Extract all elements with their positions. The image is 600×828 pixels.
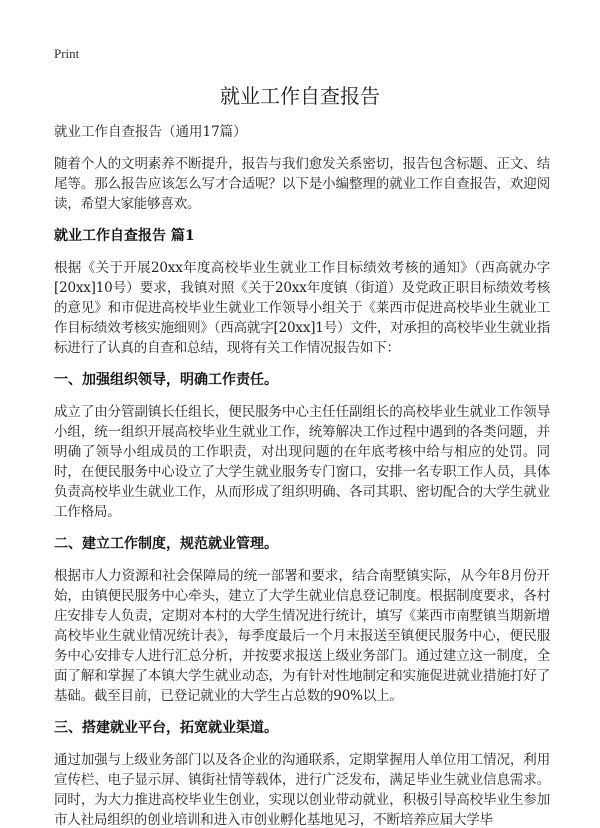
paragraph-3: 通过加强与上级业务部门以及各企业的沟通联系，定期掌握用人单位用工情况，利用宣传栏、电子显示屏、镇街社情等载体，进行广泛发布，满足毕业生就业信息需求。同时，为大力推进高校毕业生创业，实现以创业带动就业，积极引导高校毕业生参加市人社局组织的创业培训和进入市创业孵化基地见习，不断培养应届大学毕 — [54, 752, 550, 828]
document-subtitle: 就业工作自查报告（通用17篇） — [54, 124, 247, 140]
heading-3: 三、搭建就业平台，拓宽就业渠道。 — [54, 720, 278, 736]
paragraph-1: 成立了由分管副镇长任组长，便民服务中心主任任副组长的高校毕业生就业工作领导小组，统一组织开展高校毕业生就业工作，统筹解决工作过程中遇到的各类问题，并明确了领导小组成员的工作职责，对出现问题的在年底考核中给与相应的处罚。同时，在便民服务中心设立了大学生就业服务专门窗口，安排一名专职工作人员，具体负责高校毕业生就业工作，从而形成了组织明确、各司其职、密切配合的大学生就业工作格局。 — [54, 404, 550, 520]
section-title: 就业工作自查报告 篇1 — [54, 228, 195, 244]
heading-1: 一、加强组织领导，明确工作责任。 — [54, 372, 278, 388]
intro-paragraph: 随着个人的文明素养不断提升，报告与我们愈发关系密切，报告包含标题、正文、结尾等。那么报告应该怎么写才合适呢？以下是小编整理的就业工作自查报告，欢迎阅读，希望大家能够喜欢。 — [54, 156, 550, 212]
section-intro-paragraph: 根据《关于开展20xx年度高校毕业生就业工作目标绩效考核的通知》（西高就办字[20xx]10号）要求，我镇对照《关于20xx年度镇（街道）及党政正职目标绩效考核的意见》和市促进高校毕业生就业工作领导小组关于《莱西市促进高校毕业生就业工作目标绩效考核实施细则》（西高就字[20xx]1号）文件，对承担的高校毕业生就业指标进行了认真的自查和总结，现将有关工作情况报告如下： — [54, 260, 550, 356]
paragraph-2: 根据市人力资源和社会保障局的统一部署和要求，结合南墅镇实际，从今年8月份开始，由镇便民服务中心牵头，建立了大学生就业信息登记制度。根据制度要求，各村庄安排专人负责，定期对本村的大学生情况进行统计，填写《莱西市南墅镇当期新增高校毕业生就业情况统计表》，每季度最后一个月末报送至镇便民服务中心，便民服务中心安排专人进行汇总分析，并按要求报送上级业务部门。通过建立这一制度，全面了解和掌握了本镇大学生就业动态，为有针对性地制定和实施促进就业措施打好了基础。截至目前，已登记就业的大学生占总数的90%以上。 — [54, 568, 550, 704]
document-title: 就业工作自查报告 — [220, 84, 380, 108]
heading-2: 二、建立工作制度，规范就业管理。 — [54, 536, 278, 552]
document-body — [54, 122, 550, 828]
print-link[interactable]: Print — [54, 46, 80, 61]
